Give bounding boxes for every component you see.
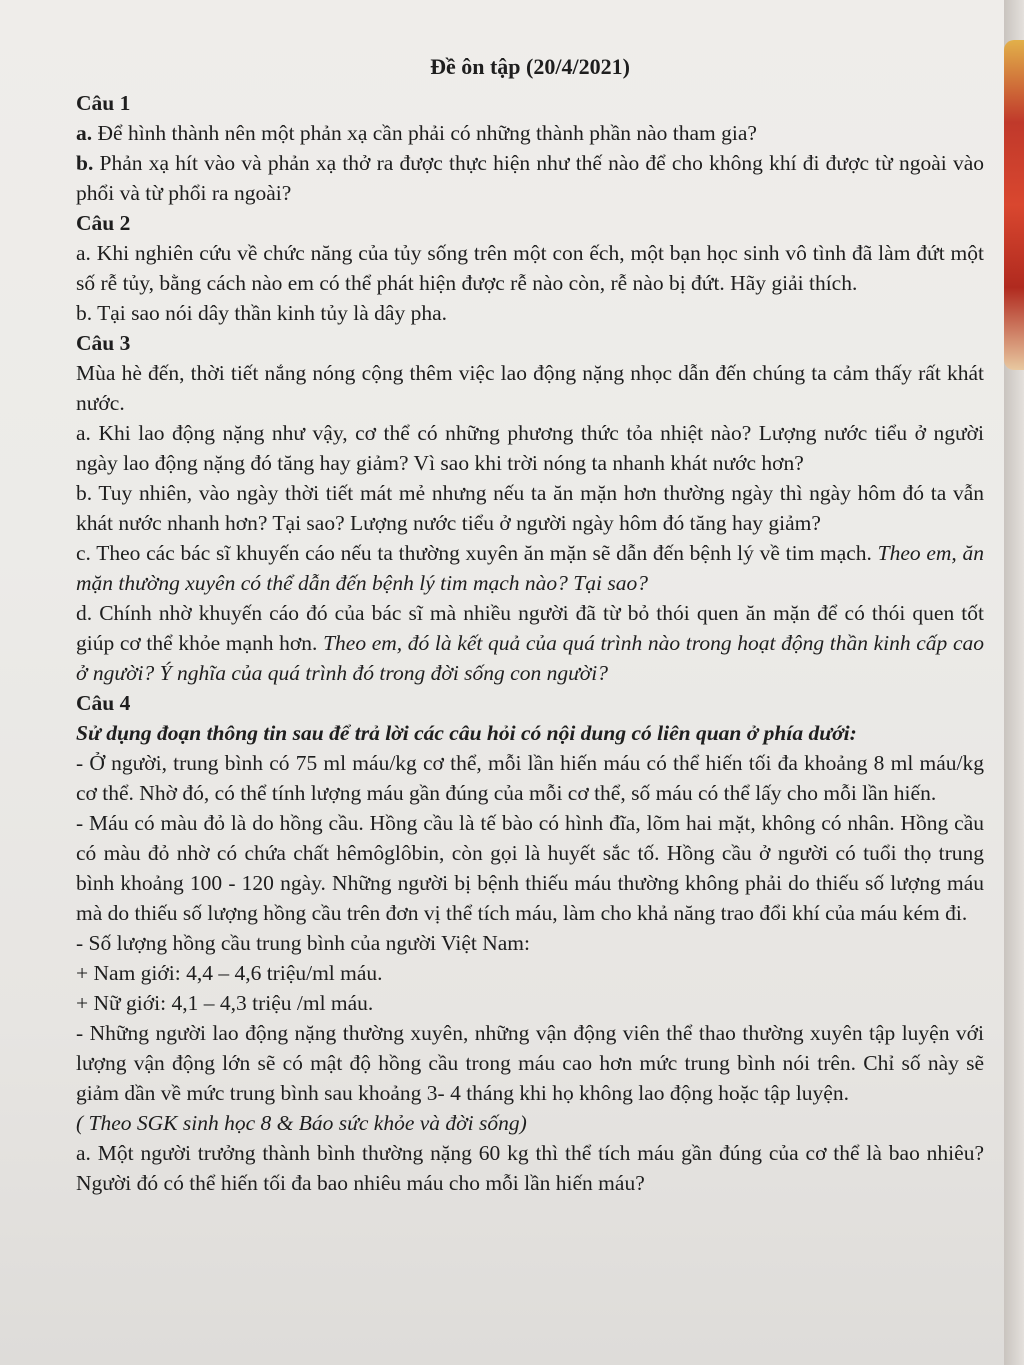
info-male-count: + Nam giới: 4,4 – 4,6 triệu/ml máu. bbox=[76, 961, 383, 985]
source-citation: ( Theo SGK sinh học 8 & Báo sức khỏe và đời sống) bbox=[76, 1111, 527, 1135]
document-body bbox=[76, 52, 984, 1198]
q1a-text: Để hình thành nên một phản xạ cần phải có những thành phần nào tham gia? bbox=[97, 121, 757, 145]
question-2-heading: Câu 2 bbox=[76, 211, 131, 235]
decorative-object bbox=[1004, 40, 1024, 370]
q1b-label: b. bbox=[76, 151, 94, 175]
question-4-heading: Câu 4 bbox=[76, 691, 131, 715]
question-1b bbox=[76, 148, 984, 208]
q3c-italic: Theo em, ăn mặn thường xuyên có thể dẫn đến bệnh lý tim mạch nào? Tại sao? bbox=[76, 541, 985, 595]
question-3-intro: Mùa hè đến, thời tiết nắng nóng cộng thêm việc lao động nặng nhọc dẫn đến chúng ta cảm thấy rất khát nước. bbox=[76, 361, 984, 415]
q3d-italic: Theo em, đó là kết quả của quá trình nào trong hoạt động thần kinh cấp cao ở người? Ý nghĩa của quá trình đó trong đời sống con người? bbox=[76, 631, 984, 685]
q1a-label: a. bbox=[76, 121, 93, 145]
info-paragraph-6: - Những người lao động nặng thường xuyên, những vận động viên thể thao thường xuyên tập luyện với lượng vận động lớn sẽ có mật độ hồng cầu trong máu cao hơn mức trung bình nói trên. Chỉ số này sẽ giảm dần về mức trung bình sau khoảng 3- 4 tháng khi họ không lao động hoặc tập luyện. bbox=[76, 1021, 984, 1105]
info-paragraph-3: - Số lượng hồng cầu trung bình của người Việt Nam: bbox=[76, 931, 530, 955]
question-3d bbox=[76, 598, 984, 688]
question-3a: a. Khi lao động nặng như vậy, cơ thể có những phương thức tỏa nhiệt nào? Lượng nước tiểu ở người ngày lao động nặng đó tăng hay giảm? Vì sao khi trời nóng ta nhanh khát nước hơn? bbox=[76, 421, 984, 475]
info-paragraph-1: - Ở người, trung bình có 75 ml máu/kg cơ thể, mỗi lần hiến máu có thể hiến tối đa khoảng 8 ml máu/kg cơ thể. Nhờ đó, có thể tính lượng máu gần đúng của mỗi cơ thể, số máu có thể lấy cho mỗi lần hiến. bbox=[76, 751, 984, 805]
question-2a: a. Khi nghiên cứu về chức năng của tủy sống trên một con ếch, một bạn học sinh vô tình đã làm đứt một số rễ tủy, bằng cách nào em có thể phát hiện được rễ nào còn, rễ nào bị đứt. Hãy giải thích. bbox=[76, 241, 984, 295]
question-1-heading: Câu 1 bbox=[76, 91, 131, 115]
q3d-text: d. Chính nhờ khuyến cáo đó của bác sĩ mà nhiều người đã từ bỏ thói quen ăn mặn để có thói quen tốt giúp cơ thể khỏe mạnh hơn. bbox=[76, 601, 984, 655]
question-4-instruction: Sử dụng đoạn thông tin sau để trả lời các câu hỏi có nội dung có liên quan ở phía dưới: bbox=[76, 721, 857, 745]
q3c-text: c. Theo các bác sĩ khuyến cáo nếu ta thường xuyên ăn mặn sẽ dẫn đến bệnh lý về tim mạch. bbox=[76, 541, 872, 565]
question-3c bbox=[76, 538, 984, 598]
question-4a: a. Một người trưởng thành bình thường nặng 60 kg thì thể tích máu gần đúng của cơ thể là bao nhiêu? Người đó có thể hiến tối đa bao nhiêu máu cho mỗi lần hiến máu? bbox=[76, 1141, 984, 1195]
info-paragraph-2: - Máu có màu đỏ là do hồng cầu. Hồng cầu là tế bào có hình đĩa, lõm hai mặt, không có nhân. Hồng cầu có màu đỏ nhờ có chứa chất hêmôglôbin, còn gọi là huyết sắc tố. Hồng cầu ở người có tuổi thọ trung bình khoảng 100 - 120 ngày. Những người bị bệnh thiếu máu thường không phải do thiếu số lượng máu mà do thiếu số lượng hồng cầu trên đơn vị thể tích máu, làm cho khả năng trao đổi khí của máu kém đi. bbox=[76, 811, 984, 925]
page-title: Đề ôn tập (20/4/2021) bbox=[430, 54, 630, 79]
info-female-count: + Nữ giới: 4,1 – 4,3 triệu /ml máu. bbox=[76, 991, 374, 1015]
question-3b: b. Tuy nhiên, vào ngày thời tiết mát mẻ nhưng nếu ta ăn mặn hơn thường ngày thì ngày hôm đó ta vẫn khát nước nhanh hơn? Tại sao? Lượng nước tiểu ở người ngày hôm đó tăng hay giảm? bbox=[76, 481, 984, 535]
question-1a bbox=[76, 118, 984, 148]
question-2b: b. Tại sao nói dây thần kinh tủy là dây pha. bbox=[76, 301, 448, 325]
question-3-heading: Câu 3 bbox=[76, 331, 131, 355]
q1b-text: Phản xạ hít vào và phản xạ thở ra được thực hiện như thế nào để cho không khí đi được từ ngoài vào phổi và từ phổi ra ngoài? bbox=[76, 151, 985, 205]
